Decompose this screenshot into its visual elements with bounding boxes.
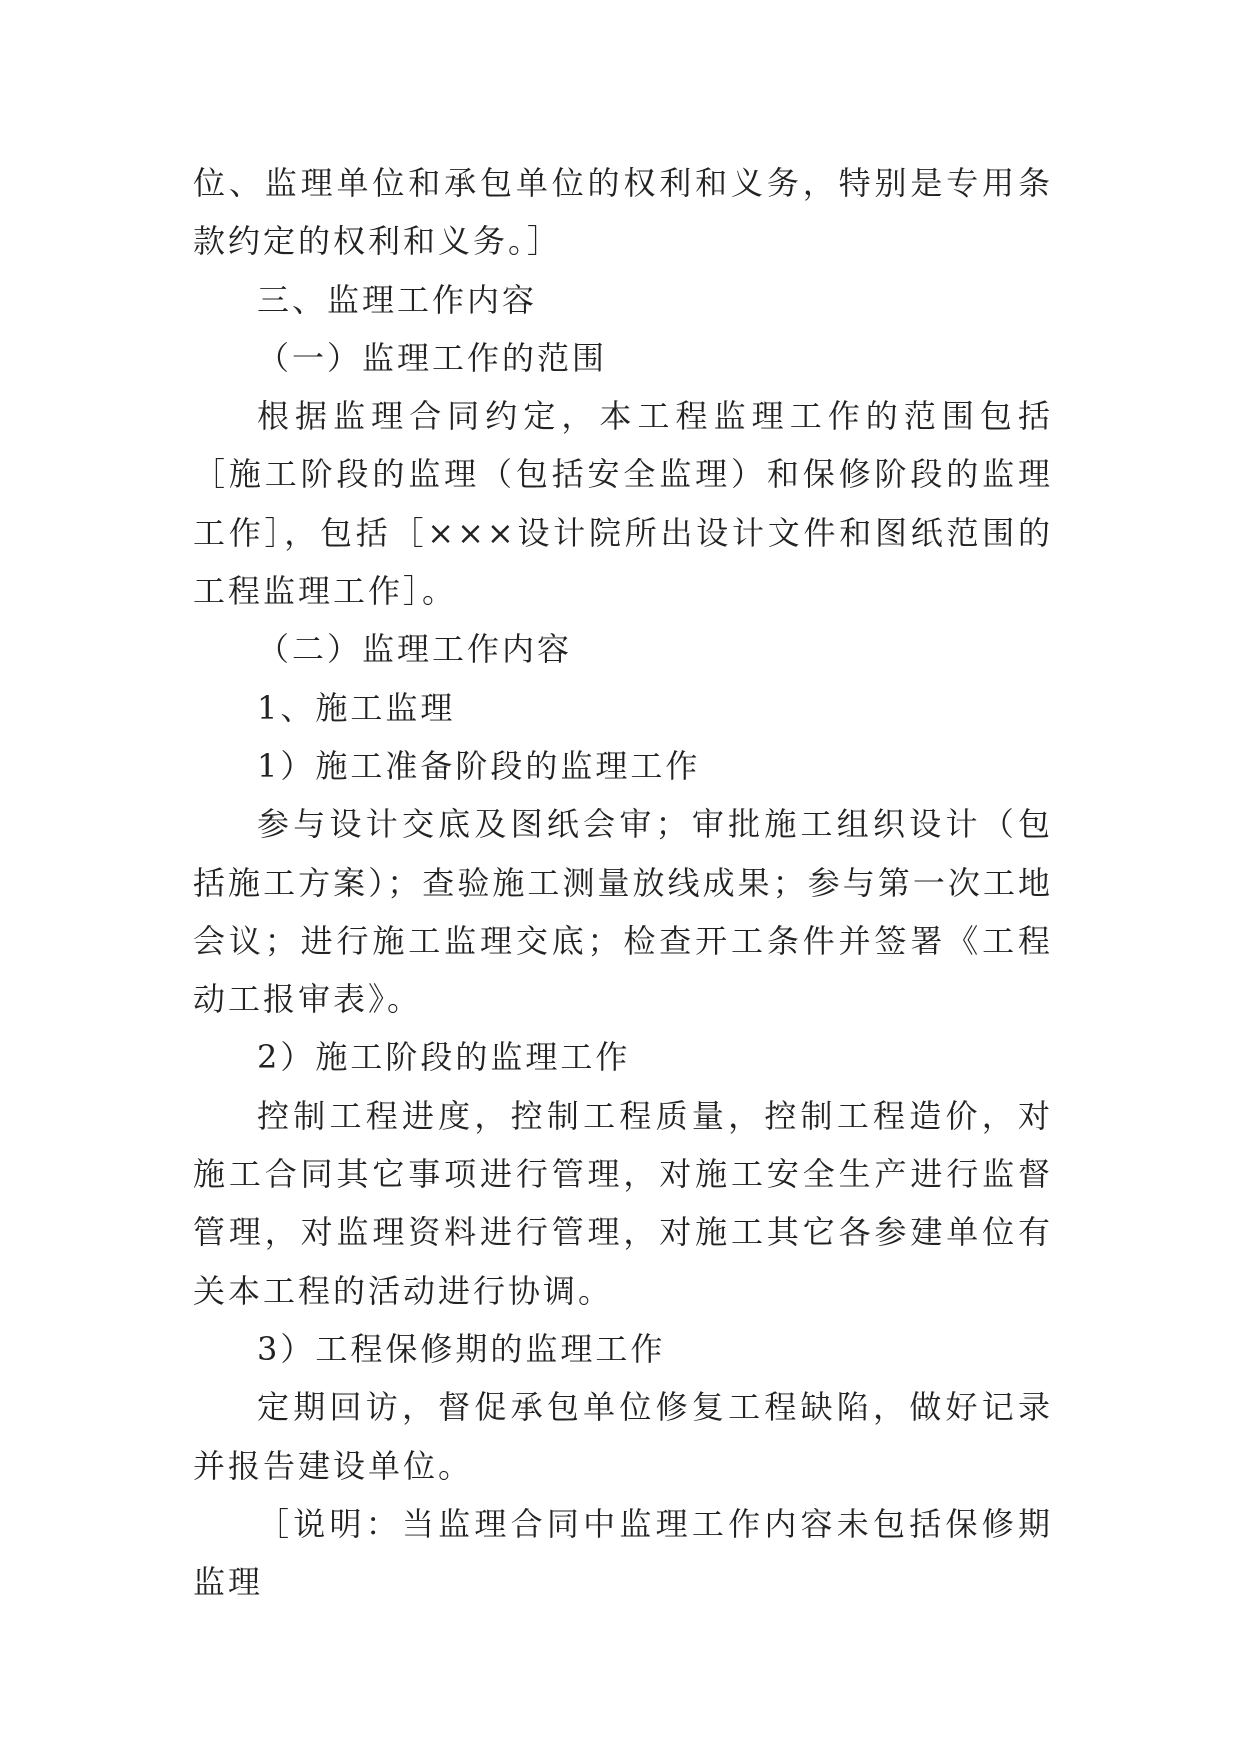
subsection-heading-2: （二）监理工作内容 — [257, 630, 573, 669]
item-heading-warranty-period: 3）工程保修期的监理工作 — [257, 1329, 666, 1368]
document-body — [193, 154, 1053, 1611]
subsection-heading-1: （一）监理工作的范围 — [257, 338, 608, 377]
section-heading-3: 三、监理工作内容 — [257, 280, 538, 319]
paragraph-construction-stage: 控制工程进度，控制工程质量，控制工程造价，对施工合同其它事项进行管理，对施工安全生产进行监督管理，对监理资料进行管理，对施工其它各参建单位有关本工程的活动进行协调。 — [193, 1096, 1053, 1310]
item-heading-construction-stage: 2）施工阶段的监理工作 — [257, 1038, 631, 1077]
paragraph-warranty-period: 定期回访，督促承包单位修复工程缺陷，做好记录并报告建设单位。 — [193, 1388, 1053, 1485]
paragraph-continuation: 位、监理单位和承包单位的权利和义务，特别是专用条款约定的权利和义务。］ — [193, 164, 1053, 261]
item-heading-preparation-stage: 1）施工准备阶段的监理工作 — [257, 746, 701, 785]
paragraph-note: ［说明：当监理合同中监理工作内容未包括保修期监理 — [193, 1504, 1053, 1602]
paragraph-preparation-stage: 参与设计交底及图纸会审；审批施工组织设计（包括施工方案）；查验施工测量放线成果；参与第一次工地会议；进行施工监理交底；检查开工条件并签署《工程动工报审表》。 — [193, 805, 1053, 1019]
item-heading-construction-supervision: 1、施工监理 — [257, 688, 456, 727]
paragraph-scope: 根据监理合同约定，本工程监理工作的范围包括［施工阶段的监理（包括安全监理）和保修阶段的监理工作］，包括［×××设计院所出设计文件和图纸范围的工程监理工作］。 — [193, 397, 1053, 611]
